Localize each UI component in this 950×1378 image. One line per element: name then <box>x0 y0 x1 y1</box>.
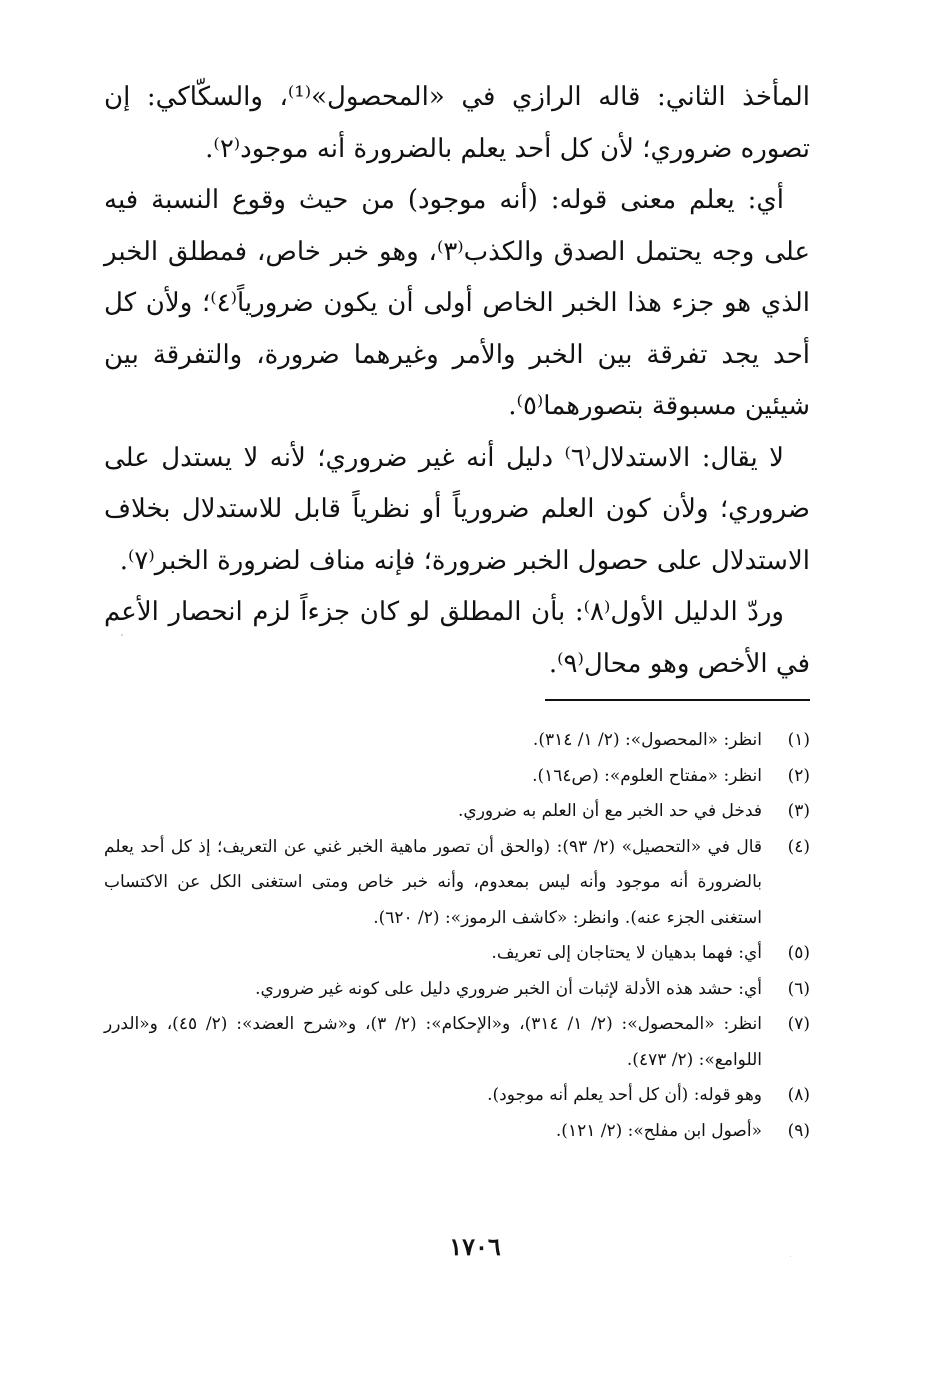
footnote-text: فدخل في حد الخبر مع أن العلم به ضروري. <box>458 801 762 821</box>
footnote-item <box>104 759 810 795</box>
footnotes <box>104 723 810 1149</box>
footnote-number: (٩) <box>787 1120 810 1141</box>
footnote-text: انظر: «المحصول»: (٢/ ١/ ٣١٤)، و«الإحكام»: (٢/ ٣)، و«شرح العضد»: (٢/ ٤٥)، و«الدرر اللوامع»: (٢/ ٤٧٣). <box>104 1014 762 1070</box>
footnote-item <box>104 1114 810 1150</box>
footnote-item <box>104 830 810 937</box>
footnote-item <box>104 1007 810 1078</box>
footnote-number: (٤) <box>787 836 810 857</box>
footnote-text: «أصول ابن مفلح»: (٢/ ١٢١). <box>555 1120 762 1141</box>
footnote-number: (٧) <box>787 1014 810 1034</box>
footnote-number: (٢) <box>787 765 810 786</box>
paragraph-2: أي: يعلم معنى قوله: (أنه موجود) من حيث وقوع النسبة فيه على وجه يحتمل الصدق والكذب⁽٣⁾، وهو خبر خاص، فمطلق الخبر الذي هو جزء هذا الخبر الخاص أولى أن يكون ضرورياً⁽٤⁾؛ ولأن كل أحد يجد تفرقة بين الخبر والأمر وغيرهما ضرورة، والتفرقة بين شيئين مسبوقة بتصورهما⁽٥⁾. <box>104 185 810 421</box>
footnote-text: قال في «التحصيل» (٢/ ٩٣): (والحق أن تصور ماهية الخبر غني عن التعريف؛ إذ كل أحد يعلم بالضرورة أنه موجود وأنه ليس بمعدوم، وأنه خبر خاص ومتى استغنى الكل عن الاكتساب استغنى الجزء عنه). وانظر: «كاشف الرموز»: (٢/ ٦٢٠). <box>104 836 762 928</box>
footnote-number: (٦) <box>787 978 810 999</box>
footnote-number: (٣) <box>787 801 810 821</box>
main-text <box>104 72 810 690</box>
scan-speck <box>121 634 123 636</box>
footnote-text: انظر: «المحصول»: (٢/ ١/ ٣١٤). <box>532 730 762 750</box>
paragraph-1: المأخذ الثاني: قاله الرازي في «المحصول»⁽¹⁾، والسكّاكي: إن تصوره ضروري؛ لأن كل أحد يعلم بالضرورة أنه موجود⁽٢⁾. <box>104 82 811 164</box>
footnote-item <box>104 723 810 759</box>
footnote-text: انظر: «مفتاح العلوم»: (ص١٦٤). <box>532 765 762 786</box>
footnote-text: أي: فهما بدهيان لا يحتاجان إلى تعريف. <box>491 943 762 963</box>
footnote-item <box>104 936 810 972</box>
footnote-text: أي: حشد هذه الأدلة لإثبات أن الخبر ضروري دليل على كونه غير ضروري. <box>255 978 762 999</box>
footnote-number: (٨) <box>787 1085 810 1105</box>
footnote-item <box>104 1078 810 1114</box>
footnote-text: وهو قوله: (أن كل أحد يعلم أنه موجود). <box>487 1085 762 1105</box>
paragraph-4: وردّ الدليل الأول⁽٨⁾: بأن المطلق لو كان جزءاً لزم انحصار الأعم في الأخص وهو محال⁽٩⁾. <box>104 597 810 679</box>
footnote-number: (١) <box>787 730 810 750</box>
page-number: ١٧٠٦ <box>449 1232 501 1261</box>
scan-speck <box>790 1256 791 1257</box>
paragraph-3: لا يقال: الاستدلال⁽٦⁾ دليل أنه غير ضروري؛ لأنه لا يستدل على ضروري؛ ولأن كون العلم ضرورياً أو نظرياً قابل للاستدلال بخلاف الاستدلال على حصول الخبر ضرورة؛ فإنه مناف لضرورة الخبر⁽٧⁾. <box>104 442 810 576</box>
footnote-separator <box>545 699 810 701</box>
footnote-item <box>104 794 810 830</box>
footnote-number: (٥) <box>787 943 810 963</box>
footnote-item <box>104 972 810 1008</box>
